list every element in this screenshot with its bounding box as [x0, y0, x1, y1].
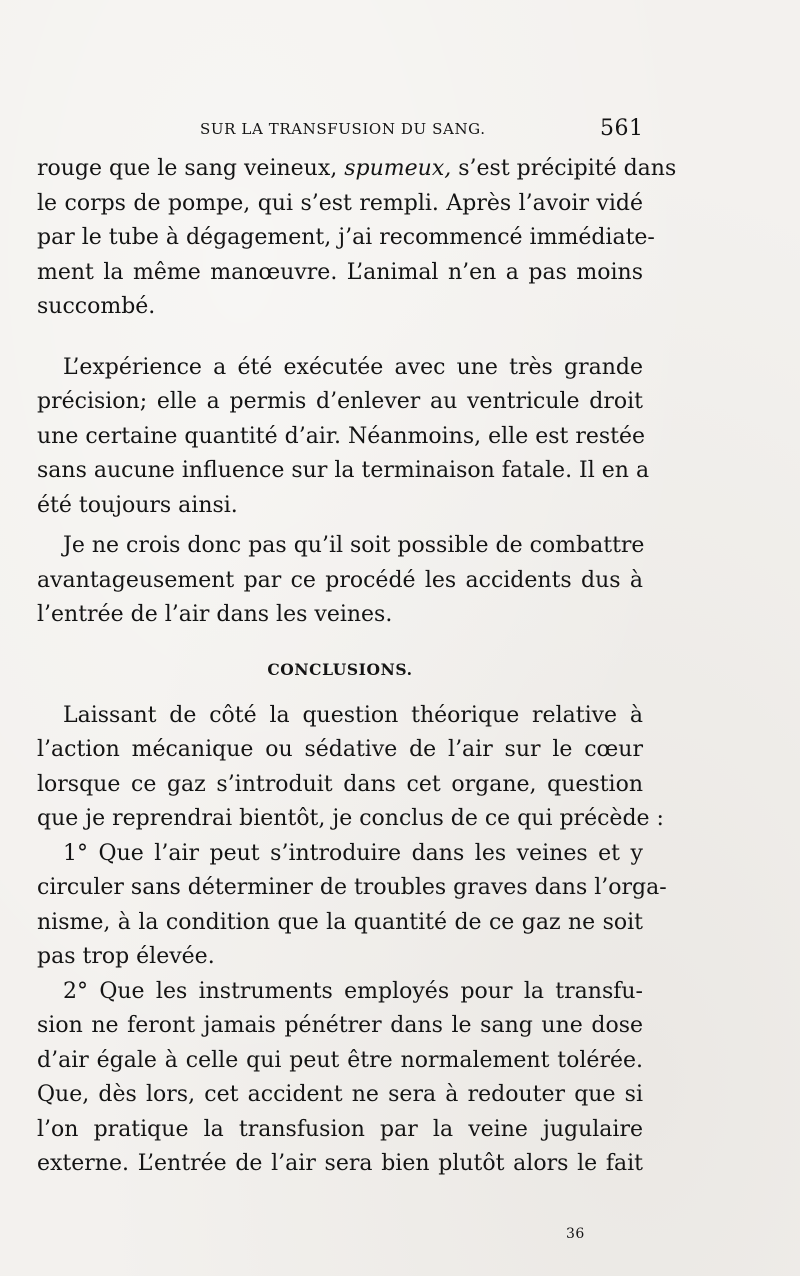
text-line: l’on pratique la transfusion par la veine jugulaire [37, 1116, 643, 1142]
text-line: une certaine quantité d’air. Néanmoins, elle est restée [37, 423, 646, 449]
text-line: circuler sans déterminer de troubles graves dans l’orga- [37, 875, 667, 900]
paragraph [37, 837, 667, 975]
paragraph [37, 975, 643, 1182]
text-line: Que, dès lors, cet accident ne sera à redouter que si [37, 1082, 643, 1107]
paragraph [37, 351, 650, 524]
text-line: avantageusement par ce procédé les accidents dus à [37, 567, 643, 593]
text-line: externe. L’entrée de l’air sera bien plutôt alors le fait [37, 1151, 643, 1176]
paragraph [37, 529, 643, 633]
text-line: été toujours ainsi. [37, 492, 238, 518]
text-line: d’air égale à celle qui peut être normalement tolérée. [37, 1047, 643, 1073]
text-line: sans aucune influence sur la terminaison fatale. Il en a [37, 458, 650, 483]
text-line: rouge que le sang veineux, spumeux, s’est précipité dans [37, 156, 677, 181]
signature-mark: 36 [566, 1226, 585, 1242]
paragraph [37, 699, 664, 837]
text-line: par le tube à dégagement, j’ai recommencé immédiate- [37, 225, 655, 250]
running-title: SUR LA TRANSFUSION DU SANG. [200, 120, 486, 138]
text-line: pas trop élevée. [37, 944, 215, 969]
text-line: le corps de pompe, qui s’est rempli. Après l’avoir vidé [37, 190, 643, 216]
text-line: que je reprendrai bientôt, je conclus de ce qui précède : [37, 806, 664, 831]
text-line: l’action mécanique ou sédative de l’air sur le cœur [37, 737, 643, 762]
text-line: l’entrée de l’air dans les veines. [37, 602, 393, 627]
text-line: Je ne crois donc pas qu’il soit possible de combattre [63, 533, 645, 558]
text-line: ment la même manœuvre. L’animal n’en a pas moins [37, 259, 643, 285]
page-header [0, 116, 800, 146]
text-line: L’expérience a été exécutée avec une très grande [63, 354, 643, 380]
text-line: nisme, à la condition que la quantité de ce gaz ne soit [37, 909, 643, 935]
text-line: lorsque ce gaz s’introduit dans cet organe, question [37, 771, 643, 797]
text-line: Laissant de côté la question théorique relative à [63, 702, 643, 728]
text-line: sion ne feront jamais pénétrer dans le sang une dose [37, 1013, 643, 1038]
text-line: succombé. [37, 294, 156, 319]
emphasis-text: spumeux, [344, 156, 452, 181]
section-title-conclusions: CONCLUSIONS. [267, 659, 413, 679]
text-line: 2° Que les instruments employés pour la transfu- [63, 978, 643, 1004]
paragraph [37, 152, 677, 325]
text-line: précision; elle a permis d’enlever au ventricule droit [37, 389, 643, 414]
text-line: 1° Que l’air peut s’introduire dans les veines et y [63, 840, 643, 866]
page-body [37, 152, 677, 1182]
page-number: 561 [600, 116, 644, 141]
